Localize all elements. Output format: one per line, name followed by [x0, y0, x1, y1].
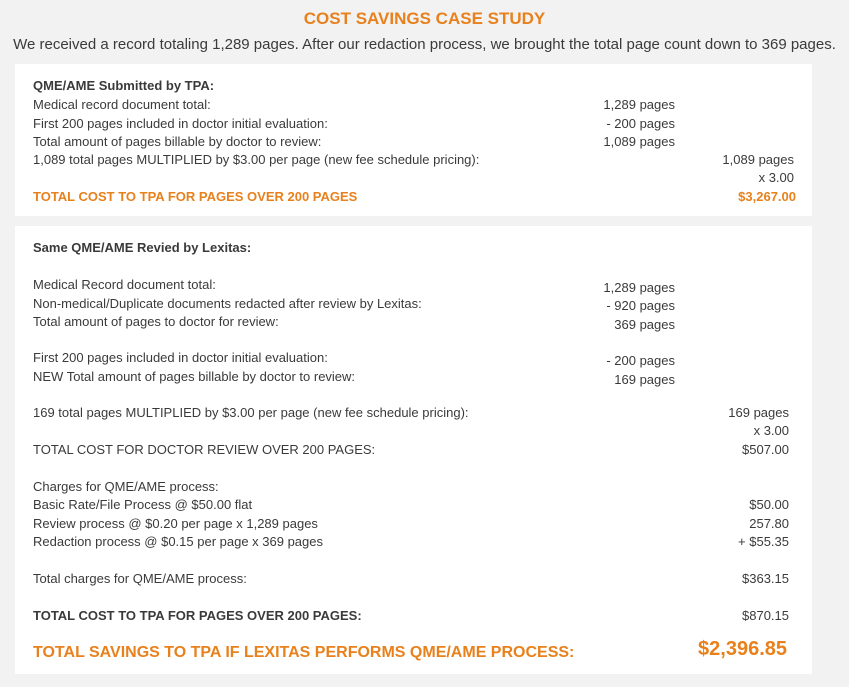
panel1-row-value: 1,289 pages	[603, 97, 675, 112]
page-title: COST SAVINGS CASE STUDY	[303, 9, 546, 28]
charge-label: Basic Rate/File Process @ $50.00 flat	[33, 497, 253, 512]
charge-value: + $55.35	[738, 534, 789, 549]
charge-value: $50.00	[749, 497, 789, 512]
doctor-review-total-value: $507.00	[742, 442, 789, 457]
tpa-submission-panel	[15, 64, 812, 216]
panel1-total-value: $3,267.00	[738, 189, 796, 204]
panel2-multiply-pages: 169 pages	[728, 405, 789, 420]
charges-heading: Charges for QME/AME process:	[33, 479, 219, 494]
panel2-row-value: 369 pages	[614, 317, 675, 332]
doctor-review-total-label: TOTAL COST FOR DOCTOR REVIEW OVER 200 PAGES:	[33, 442, 376, 457]
panel2-multiplier: x 3.00	[753, 423, 789, 438]
panel1-row-value: - 200 pages	[606, 116, 675, 131]
panel1-multiplier: x 3.00	[758, 170, 794, 185]
panel2-row-label: NEW Total amount of pages billable by doctor to review:	[33, 369, 356, 384]
panel2-row-label: First 200 pages included in doctor initial evaluation:	[33, 350, 328, 365]
panel1-row-value: 1,089 pages	[603, 134, 675, 149]
charges-total-label: Total charges for QME/AME process:	[33, 571, 247, 586]
panel1-heading: QME/AME Submitted by TPA:	[33, 78, 215, 93]
panel2-row-value: - 920 pages	[606, 298, 675, 313]
panel1-row-label: Medical record document total:	[33, 97, 211, 112]
panel2-row-label: Non-medical/Duplicate documents redacted after review by Lexitas:	[33, 296, 422, 311]
tpa-total-label: TOTAL COST TO TPA FOR PAGES OVER 200 PAGES:	[33, 608, 362, 623]
tpa-total-value: $870.15	[742, 608, 789, 623]
charge-label: Redaction process @ $0.15 per page x 369 pages	[33, 534, 323, 549]
charge-label: Review process @ $0.20 per page x 1,289 pages	[33, 516, 318, 531]
panel1-row-value: 1,089 pages	[722, 152, 794, 167]
panel1-row-label: Total amount of pages billable by doctor to review:	[33, 134, 322, 149]
lexitas-review-panel	[15, 226, 812, 674]
panel2-row-label: Medical Record document total:	[33, 277, 216, 292]
savings-value: $2,396.85	[698, 638, 787, 660]
savings-label: TOTAL SAVINGS TO TPA IF LEXITAS PERFORMS QME/AME PROCESS:	[33, 644, 575, 661]
page-subtitle: We received a record totaling 1,289 pages. After our redaction process, we brought the total page count down to 369 pages.	[13, 36, 836, 53]
panel2-multiply-label: 169 total pages MULTIPLIED by $3.00 per page (new fee schedule pricing):	[33, 405, 469, 420]
panel2-row-value: 169 pages	[614, 372, 675, 387]
panel2-row-label: Total amount of pages to doctor for review:	[33, 314, 279, 329]
charge-value: 257.80	[749, 516, 789, 531]
panel1-row-label: 1,089 total pages MULTIPLIED by $3.00 per page (new fee schedule pricing):	[33, 152, 480, 167]
panel1-row-label: First 200 pages included in doctor initial evaluation:	[33, 116, 328, 131]
panel1-total-label: TOTAL COST TO TPA FOR PAGES OVER 200 PAGES	[33, 189, 358, 204]
panel2-row-value: - 200 pages	[606, 353, 675, 368]
panel2-row-value: 1,289 pages	[603, 280, 675, 295]
panel2-heading: Same QME/AME Revied by Lexitas:	[33, 240, 252, 255]
charges-total-value: $363.15	[742, 571, 789, 586]
